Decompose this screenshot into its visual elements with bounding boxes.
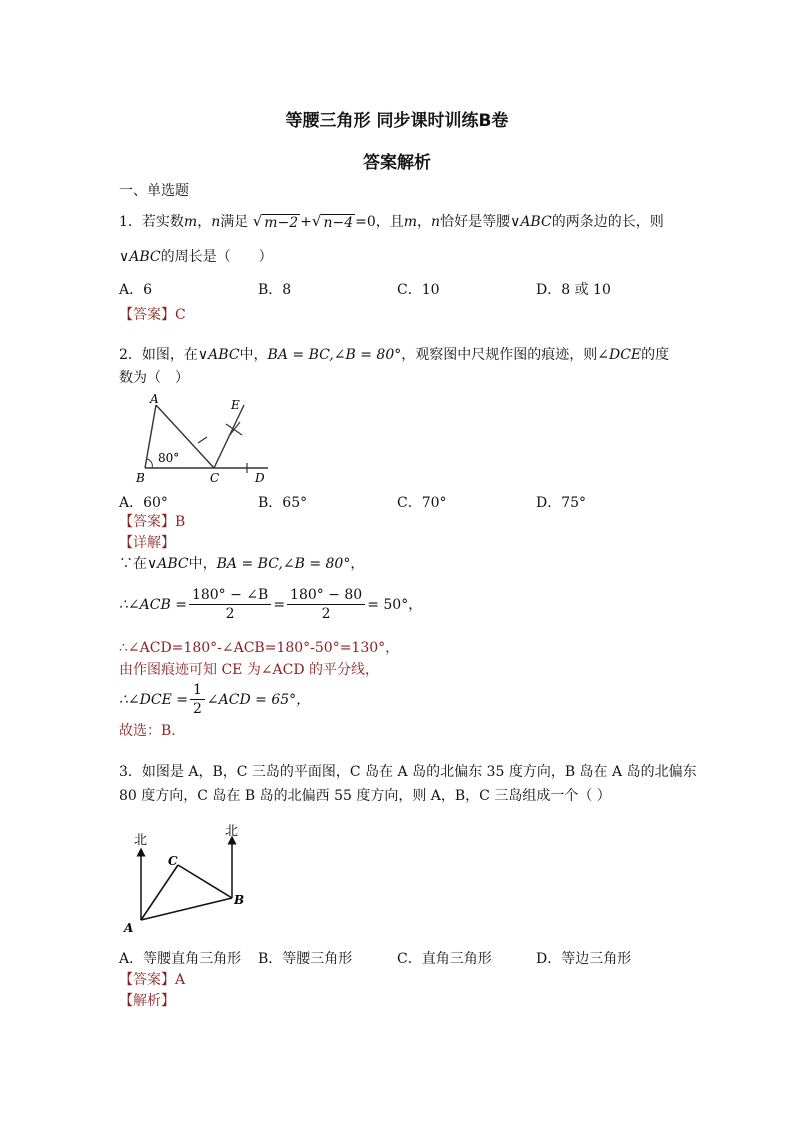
q2-sol1-c: ， — [350, 556, 365, 572]
q1-option-c: C．10 — [397, 282, 440, 298]
q2-option-b: B．65° — [258, 495, 308, 511]
q3-option-d: D．等边三角形 — [536, 951, 632, 967]
q2-sol2-eq: = — [273, 596, 286, 613]
q2-sol1-cond: BA = BC,∠B = 80° — [216, 556, 351, 572]
q1-text-a: 若实数 — [141, 214, 184, 230]
q2-cond: BA = BC,∠B = 80° — [267, 347, 402, 363]
q1-number: 1． — [119, 214, 142, 230]
q1-line2-tri: ∨ABC — [119, 249, 161, 265]
q1-plus: + — [300, 214, 312, 230]
q2-sol5-lhs: ∴∠DCE = — [119, 691, 188, 708]
q3-label-c: C — [168, 854, 178, 868]
q2-sol2-rhs: = 50°， — [367, 596, 423, 613]
q2-line1 — [119, 345, 669, 365]
q1-text-c: ，且 — [375, 214, 404, 230]
q1-text-d: 恰好是等腰 — [440, 214, 511, 230]
q2-solution-line3: ∴∠ACD=180°-∠ACB=180°-50°=130°， — [119, 640, 400, 656]
q2-sol1-b: 中， — [188, 556, 217, 572]
q2-angle-label: 80° — [158, 451, 180, 465]
q1-line2-text: 的周长是（ ） — [160, 249, 273, 265]
q1-option-b: B．8 — [258, 282, 292, 298]
q2-tri: ∨ABC — [197, 347, 240, 363]
q2-detail-label: 【详解】 — [119, 535, 175, 551]
q2-solution-line2 — [119, 586, 422, 623]
q2-option-a: A．60° — [119, 495, 168, 511]
q2-label-d: D — [255, 471, 265, 485]
q1-eq-rhs: =0 — [355, 214, 376, 230]
q1-answer: 【答案】C — [119, 307, 186, 323]
q3-option-c: C．直角三角形 — [397, 951, 492, 967]
page-subtitle: 答案解析 — [363, 153, 431, 173]
q2-text-a: 如图，在 — [141, 347, 198, 363]
q1-option-a: A．6 — [119, 282, 153, 298]
q3-north-label-b: 北 — [225, 824, 239, 839]
q2-label-e: E — [231, 398, 240, 412]
section-label: 一、单选题 — [119, 183, 189, 199]
q3-answer: 【答案】A — [119, 972, 186, 988]
q1-sep2: ， — [417, 214, 432, 230]
q3-side-cb — [178, 865, 232, 898]
q2-side-ab — [145, 405, 156, 468]
q2-sol2-lhs: ∴∠ACB = — [119, 596, 187, 613]
q2-label-c: C — [210, 471, 220, 485]
q3-line2: 80 度方向，C 岛在 B 岛的北偏西 55 度方向，则 A，B，C 三岛组成一个（ ） — [119, 788, 611, 804]
q1-sqrt-1: √ m−2 — [252, 212, 299, 231]
q1-var-n: n — [211, 214, 221, 230]
q1-tri: ∨ABC — [510, 214, 552, 230]
q2-sol2-frac2: $\frac{180^\circ - 80}{2}$ — [287, 586, 365, 623]
q3-line1-text: 如图是 A，B，C 三岛的平面图，C 岛在 A 岛的北偏东 35 度方向，B 岛在 A 岛的北偏东 — [141, 764, 697, 780]
q1-option-d: D．8 或 10 — [536, 282, 611, 298]
q2-figure — [130, 393, 280, 485]
q1-var-m2: m — [403, 214, 418, 230]
q2-option-c: C．70° — [397, 495, 447, 511]
q1-var-n2: n — [431, 214, 441, 230]
q3-label-b: B — [234, 893, 245, 907]
q3-label-a: A — [124, 921, 134, 935]
q2-text-d: 的度 — [641, 347, 670, 363]
q2-text-c: ，观察图中尺规作图的痕迹，则 — [401, 347, 598, 363]
q2-sol5-frac: $\frac{1}{2}$ — [190, 681, 205, 718]
q3-side-ab — [141, 898, 232, 920]
q2-text-b: 中， — [239, 347, 268, 363]
q2-label-b: B — [136, 471, 145, 485]
q2-solution-line1 — [119, 554, 364, 574]
q2-option-d: D．75° — [536, 495, 587, 511]
q2-sol2-frac1: $\frac{180^\circ - \angle B}{2}$ — [189, 586, 271, 623]
q2-label-a: A — [150, 393, 159, 406]
q1-sqrt-2: √ n−4 — [311, 212, 354, 231]
q2-tick-1 — [198, 437, 207, 443]
q1-var-m: m — [183, 214, 198, 230]
q1-text-e: 的两条边的长，则 — [551, 214, 664, 230]
q1-line1 — [119, 211, 664, 232]
q2-line2: 数为（ ） — [119, 370, 189, 386]
q3-line1 — [119, 762, 697, 782]
q1-line2 — [119, 247, 273, 267]
q2-sol5-rhs: ∠ACD = 65°， — [206, 691, 311, 708]
q2-sol1-tri: ∨ABC — [147, 556, 189, 572]
q3-option-a: A．等腰直角三角形 — [119, 951, 242, 967]
q2-solution-line4: 由作图痕迹可知 CE 为∠ACD 的平分线， — [119, 662, 380, 678]
q3-north-label-a: 北 — [134, 833, 148, 848]
q2-ray-ce — [214, 405, 244, 468]
q2-number: 2． — [119, 347, 142, 363]
q3-option-b: B．等腰三角形 — [258, 951, 353, 967]
page-title: 等腰三角形 同步课时训练B卷 — [285, 111, 509, 131]
q2-sol1-a: ∵在 — [119, 556, 147, 572]
q1-sep1: ， — [197, 214, 212, 230]
q3-figure — [118, 820, 253, 935]
q3-analysis-label: 【解析】 — [119, 993, 175, 1009]
q2-angle-arc — [147, 459, 152, 468]
q3-number: 3． — [119, 764, 142, 780]
q1-text-b: 满足 — [220, 214, 249, 230]
q2-answer: 【答案】B — [119, 514, 186, 530]
q2-solution-line6: 故选：B． — [119, 723, 186, 739]
q2-solution-line5 — [119, 681, 310, 718]
q2-angle: ∠DCE — [597, 347, 642, 363]
